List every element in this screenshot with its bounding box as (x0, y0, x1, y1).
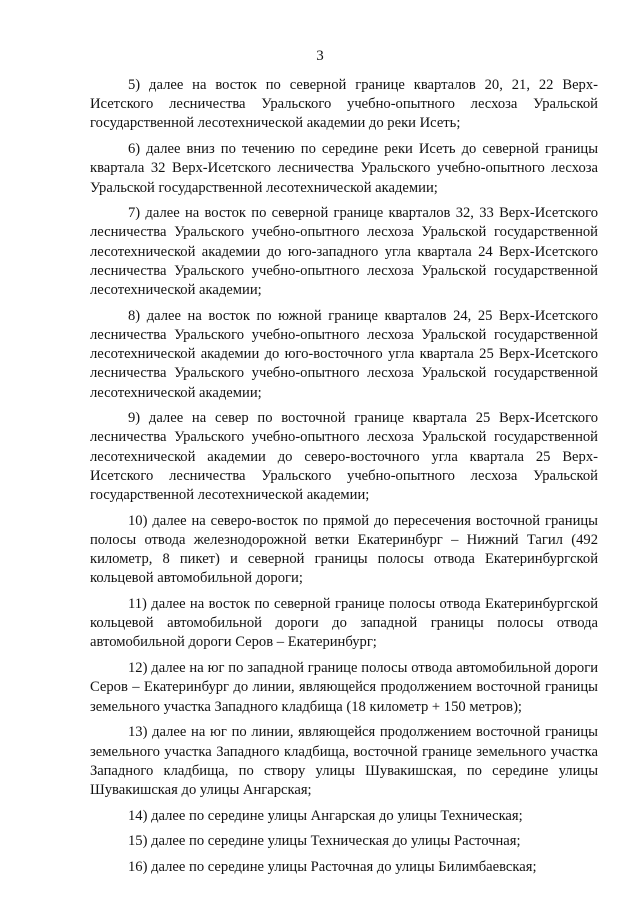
paragraph-item-15: 15) далее по середине улицы Техническая до улицы Расточная; (128, 833, 521, 850)
page-number: 3 (316, 48, 324, 64)
paragraph-item-14: 14) далее по середине улицы Ангарская до улицы Техническая; (128, 807, 523, 824)
paragraph-item-12: 12) далее на юг по западной границе полосы отвода автомобильной дороги Серов – Екатеринбург до линии, являющейся продолжением восточной границы земельного участка Западного кладбища (18 километр + 150 метров); (90, 660, 598, 715)
paragraph-item-11: 11) далее на восток по северной границе полосы отвода Екатеринбургской кольцевой автомобильной дороги до западной границы полосы отвода автомобильной дороги Серов – Екатеринбург; (90, 596, 598, 651)
paragraph-item-5: 5) далее на восток по северной границе кварталов 20, 21, 22 Верх-Исетского лесничества Уральского учебно-опытного лесхоза Уральской государственной лесотехнической академии до реки Исеть; (90, 77, 598, 132)
paragraph-item-9: 9) далее на север по восточной границе квартала 25 Верх-Исетского лесничества Уральского учебно-опытного лесхоза Уральской государственной лесотехнической академии до северо-восточного угла квартала 25 Верх-Исетского лесничества Уральского учебно-опытного лесхоза Уральской государственной лесотехнической академии; (90, 410, 598, 504)
paragraph-item-16: 16) далее по середине улицы Расточная до улицы Билимбаевская; (128, 859, 537, 876)
document-body (90, 76, 598, 884)
paragraph-item-10: 10) далее на северо-восток по прямой до пересечения восточной границы полосы отвода железнодорожной ветки Екатеринбург – Нижний Тагил (492 километр, 8 пикет) и северной границы полосы отвода Екатеринбургской кольцевой автомобильной дороги; (90, 512, 598, 587)
paragraph-item-13: 13) далее на юг по линии, являющейся продолжением восточной границы земельного участка Западного кладбища, восточной границе земельного участка Западного кладбища, по створу улицы Шувакишская, по середине улицы Шувакишская до улицы Ангарская; (90, 724, 598, 798)
paragraph-item-8: 8) далее на восток по южной границе кварталов 24, 25 Верх-Исетского лесничества Уральского учебно-опытного лесхоза Уральской государственной лесотехнической академии до юго-восточного угла квартала 25 Верх-Исетского лесничества Уральского учебно-опытного лесхоза Уральской государственной лесотехнической академии; (90, 307, 598, 401)
paragraph-item-6: 6) далее вниз по течению по середине реки Исеть до северной границы квартала 32 Верх-Исетского лесничества Уральского учебно-опытного лесхоза Уральской государственной лесотехнической академии; (90, 141, 598, 196)
paragraph-item-7: 7) далее на восток по северной границе кварталов 32, 33 Верх-Исетского лесничества Уральского учебно-опытного лесхоза Уральской государственной лесотехнической академии до юго-западного угла квартала 24 Верх-Исетского лесничества Уральского учебно-опытного лесхоза Уральской государственной лесотехнической академии; (90, 205, 598, 299)
